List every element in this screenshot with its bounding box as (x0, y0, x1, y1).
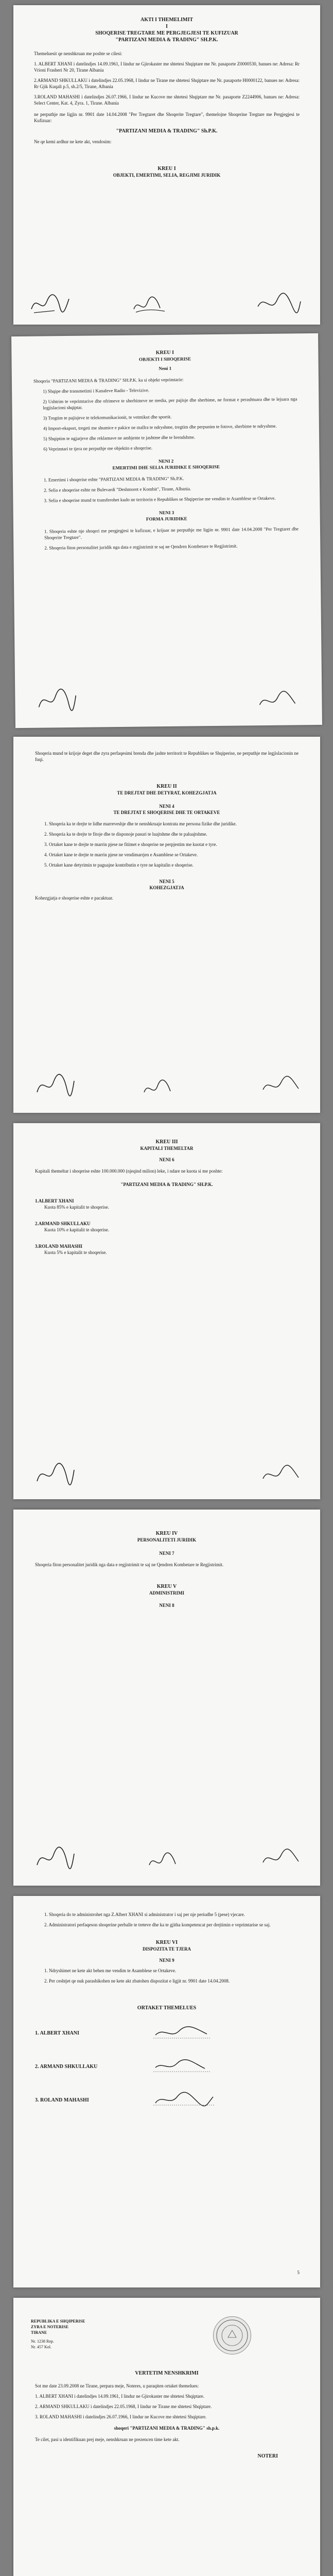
notary-header-country: REPUBLIKA E SHQIPERISE (31, 2319, 85, 2324)
administration-item: 2. Administratori perfaqeson shoqerine perballe te treteve dhe ka te gjitha kompetencat per drejtimin e veprimtarise se saj. (44, 1922, 271, 1927)
document-page-2 (11, 333, 322, 728)
company-name-title: "PARTIZANI MEDIA & TRADING" SH.P.K. (115, 37, 218, 43)
signature-row (35, 2050, 299, 2083)
rights-item: 3. Ortaket kane te drejte te marrin pjese ne fitimet e shoqerise ne perpjestim me kuotat e tyre. (44, 842, 217, 847)
object-item: 2) Ushtrim te veprimtarive dhe ofrimeve te sherbimeve ne media, per pajisje dhe sherbime, ne format e perashtuara dhe te lejuara nga legjislacioni shqiptar. (43, 396, 297, 411)
certified-person: 3. ROLAND MAHASHI i datelindjes 26.07.1966, I lindur ne Kucove me shtetesi Shqiptare. (35, 2414, 207, 2419)
legal-personality-paragraph: Shoqeria fiton personalitet juridik nga data e regjistrimit te saj ne Qendren Kombetare te Regjistrimit. (35, 1562, 224, 1567)
signature-image (260, 1074, 302, 1097)
certification-closing: Te cilet, pasi u identifikuan prej meje, nenshkruan ne prezencen time kete akt. (35, 2437, 180, 2442)
signature-image (260, 1463, 302, 1486)
article-subheading: FORMA JURIDIKE (146, 516, 187, 522)
administration-item: 1. Shoqeria do te administrohet nga Z.Albert XHANI si administrator i saj per nje periudhe 5 (pese) vjecare. (44, 1912, 245, 1917)
notary-header-city: TIRANE (31, 2330, 47, 2335)
signature-image (147, 1850, 183, 1873)
founder-2: 2.ARMAND SHKULLAKU i datelindjes 22.05.1968, I lindur ne Tirane me shtetesi Shqiptare me Nr. pasaporte H0000122, banues ne: Adresa: Rr Gjik Kuqali p.5, sh.2/5, Tirane, Albania (34, 78, 300, 89)
legal-basis-paragraph: ne perputhje me ligjin nr. 9901 date 14.04.2008 "Per Tregtaret dhe Shoqerite Tregtare", themelojne Shoqerine Tregtare me Pergjegjesi te Kufizuar: (34, 112, 300, 123)
shareholder-quota: Kuota 85% e kapitalit te shoqerise. (44, 1205, 109, 1210)
founders-intro: Themeluesit qe nenshkruan me poshte se cilesi: (34, 51, 122, 56)
act-title: AKTI I THEMELIMIT (140, 17, 194, 23)
form-item: 2. Shoqeria fiton personalitet juridik nga data e regjistrimit te saj ne Qendren Kombetare te Regjistrimit. (44, 543, 238, 551)
chapter-subheading: PERSONALITETI JURIDIK (137, 1537, 197, 1543)
article-heading: NENI 6 (159, 1157, 174, 1162)
form-item: 1. Shoqeria eshte nje shoqeri me pergjegjesi te kufizuar, e krijuar ne perputhje me ligjin nr. 9901 date 14.04.2008 "Per Tregtaret dhe Shoqerite Tregtare". (44, 526, 299, 540)
signature-image (34, 1072, 75, 1100)
article-heading: NENI 7 (159, 1551, 174, 1556)
company-name: "PARTIZANI MEDIA & TRADING" SH.P.K. (120, 1182, 213, 1187)
chapter-heading: KREU III (155, 1139, 178, 1145)
chapter-heading: KREU IV (155, 1531, 178, 1536)
document-page-6 (13, 1896, 320, 2287)
company-type-title: SHOQERISE TREGTARE ME PERGJEGJESI TE KUFIZUAR (95, 30, 238, 36)
chapter-subheading: KAPITALI THEMELTAR (140, 1146, 194, 1151)
chapter-subheading: OBJEKTI I SHOQERISE (138, 356, 191, 362)
article-heading: NENI 9 (159, 1958, 174, 1963)
signatory-name: 2. ARMAND SHKULLAKU (35, 2064, 98, 2070)
shareholder-quota: Kuota 5% e kapitalit te shoqerise. (44, 1250, 107, 1255)
signatory-name: 3. ROLAND MAHASHI (35, 2097, 89, 2103)
article-heading: NENI 8 (159, 1603, 174, 1608)
signature-table (35, 2016, 299, 2117)
page-number: 5 (297, 2270, 300, 2275)
signature-cell (153, 2083, 299, 2117)
certified-person: 1. ALBERT XHANI i datelindjes 14.09.1961, I lindur ne Gjirokaster me shtetesi Shqiptare. (35, 2394, 204, 2399)
chapter-heading: KREU II (156, 784, 177, 789)
signature-image (29, 291, 70, 317)
certification-title: VERTETIM NENSHKRIMI (135, 2370, 199, 2376)
signature-image (36, 686, 77, 715)
object-item: 6) Veprimtari te tjera ne perputhje me objektin e shoqerise. (43, 445, 153, 452)
chapter-subheading: DISPOZITA TE TJERA (142, 1946, 191, 1952)
signature-image (34, 1844, 75, 1873)
chapter-heading: KREU V (156, 1584, 177, 1589)
chapter-subheading: TE DREJTAT DHE DETYRAT, KOHEZGJATJA (117, 790, 217, 795)
signature-cell (153, 2016, 299, 2050)
shareholder-quota: Kuota 10% e kapitalit te shoqerise. (44, 1227, 109, 1232)
shareholder-name: 3.ROLAND MAHASHI (35, 1244, 83, 1249)
chapter-heading: KREU VI (155, 1940, 178, 1945)
article-heading: NENI 4 (159, 804, 174, 809)
provision-item: 2. Per ceshtjet qe nuk parashikohen ne kete akt zbatohen dispozitat e ligjit nr. 9901 date 14.04.2008. (44, 1978, 230, 1984)
article-heading: NENI 3 (159, 510, 174, 516)
signatory-name: 1. ALBERT XHANI (35, 2030, 79, 2036)
certified-person: 2. ARMAND SHKULLAKU i datelindjes 22.05.1968, I lindur ne Tirane me shtetesi Shqiptare. (35, 2404, 212, 2409)
article-subheading: KOHEZGJATJA (149, 885, 184, 890)
seat-item: 3. Selia e shoqerise mund te transferohet kudo ne territorin e Republikes se Shqiperise me vendim te Asamblese se Ortakeve. (44, 495, 276, 503)
object-intro: Shoqeria "PARTIZANI MEDIA & TRADING" SH.P.K. ka si objekt veprimtarie: (33, 377, 184, 384)
article-subheading: EMERTIMI DHE SELIA JURIDIKE E SHOQERISE (112, 464, 220, 471)
object-item: 1) Shqipe dhe transmetimi i Kanaleve Radio - Televizive. (43, 387, 150, 394)
founder-3: 3.ROLAND MAHASHI i datelindjes 26.07.1966, I lindur ne Kucove me shtetesi Shqiptare me Nr. pasaporte Z2244906, banues ne: Adresa: Select Center, Kat. 4, Zyra. 1, Tirane. Albania (34, 94, 300, 106)
provision-item: 1. Ndryshimet ne kete akt behen me vendim te Asamblese se Ortakeve. (44, 1968, 177, 1973)
article-heading: Neni 1 (159, 365, 172, 371)
rights-item: 5. Ortaket kane detyrimin te paguajne kontributin e tyre ne kapitalin e shoqerise. (44, 862, 194, 868)
founder-1: 1. ALBERT XHANI i datelindjes 14.09.1961, I lindur ne Gjirokaster me shtetesi Shqiptare me Nr. pasaporte Z0000530, banues ne: Adresa: Rr Vrioni Frasheri Nr 20, Tirane Albania (34, 61, 300, 73)
act-title-sub: I (166, 24, 168, 29)
article-subheading: TE DREJTAT E SHOQERISE DHE TE ORTAKEVE (113, 810, 220, 815)
rights-item: 2. Shoqeria ka te drejte te fitoje dhe te disponoje pasuri te luajtshme dhe te paluajtshme. (44, 832, 207, 837)
signature-image (260, 1847, 302, 1870)
article-heading: NENI 2 (158, 458, 174, 464)
branches-paragraph: Shoqeria mund te krijoje deget dhe zyra perfaqesimi brenda dhe jashte territorit te Republikes se Shqiperise, ne perputhje me legjislacionin ne fuqi. (35, 751, 299, 762)
seat-item: 1. Emertimi i shoqerise eshte "PARTIZANI MEDIA & TRADING" Sh.P.K. (43, 476, 184, 483)
object-item: 3) Tregtim te pajisjeve te telekomunikacionit, te vetmikut dhe sportit. (43, 414, 172, 421)
chapter-heading: KREU I (155, 349, 174, 356)
duration-paragraph: Kohezgjatja e shoqerise eshte e pacaktuar. (35, 895, 113, 901)
repertory-number: Nr. 1238 Rep. (31, 2339, 54, 2344)
object-item: 5) Shqiptim te ngjarjeve dhe reklamave ne ambjente te jashtme dhe te brendshme. (43, 434, 196, 442)
article-heading: NENI 5 (159, 879, 174, 884)
company-name: shoqeri "PARTIZANI MEDIA & TRADING" sh.p.k. (114, 2426, 220, 2431)
notary-label: NOTERI (257, 2453, 278, 2459)
signature-row (35, 2016, 299, 2050)
document-page-5 (13, 1510, 320, 1886)
company-name: "PARTIZANI MEDIA & TRADING" Sh.P.K. (116, 128, 218, 134)
notary-header-office: ZYRA E NOTERISE (31, 2325, 68, 2329)
notary-stamp (213, 2316, 251, 2354)
signature-row (35, 2083, 299, 2117)
signature-image (132, 294, 168, 317)
signature-image (34, 1461, 75, 1489)
seat-item: 2. Selia e shoqerise eshte ne Bulevardi "Deshmoret e Kombit", Tirane, Albania. (44, 486, 191, 493)
chapter-subheading: OBJEKTI, EMERTIMI, SELIA, REGJIMI JURIDIK (113, 173, 221, 178)
rights-item: 1. Shoqeria ka te drejte te lidhe marreveshje dhe te nenshkruaje kontrata me persona fizike dhe juridike. (44, 821, 237, 826)
document-page-4 (13, 1123, 320, 1499)
document-page-7 (13, 2298, 320, 2576)
object-item: 4) Import-eksport, tregeti me shumice e pakice ne mallra te ndryshme, tregtim dhe perpunim te fotove, sherbime te ndryshme. (43, 423, 277, 431)
certification-intro: Sot me date 23.09.2008 ne Tirane, perpara meje, Noteres, u paraqiten ortaket themelues: (35, 2383, 199, 2388)
capital-paragraph: Kapitali themeltar i shoqerise eshte 100.000.000 (njeqind milion) leke, i ndare ne kuota si me poshte: (35, 1168, 223, 1174)
signature-image (255, 291, 302, 317)
rights-item: 4. Ortaket kane te drejte te marrin pjese ne vendimarrjen e Asamblese se Ortakeve. (44, 852, 198, 857)
founders-heading: ORTAKET THEMELUES (137, 2005, 197, 2011)
signature-cell (153, 2050, 299, 2083)
document-page-1 (13, 5, 320, 325)
decision-paragraph: Ne qe kemi ardhur ne kete akt, vendosim: (34, 139, 112, 144)
chapter-heading: KREU I (157, 166, 176, 172)
shareholder-name: 2.ARMAND SHKULLAKU (35, 1221, 91, 1226)
signature-image (142, 1077, 178, 1100)
signature-image (257, 689, 298, 713)
collection-number: Nr. 457 Kol. (31, 2345, 51, 2349)
shareholder-name: 1.ALBERT XHANI (35, 1198, 74, 1204)
chapter-subheading: ADMINISTRIMI (149, 1590, 184, 1596)
document-page-3 (13, 737, 320, 1113)
